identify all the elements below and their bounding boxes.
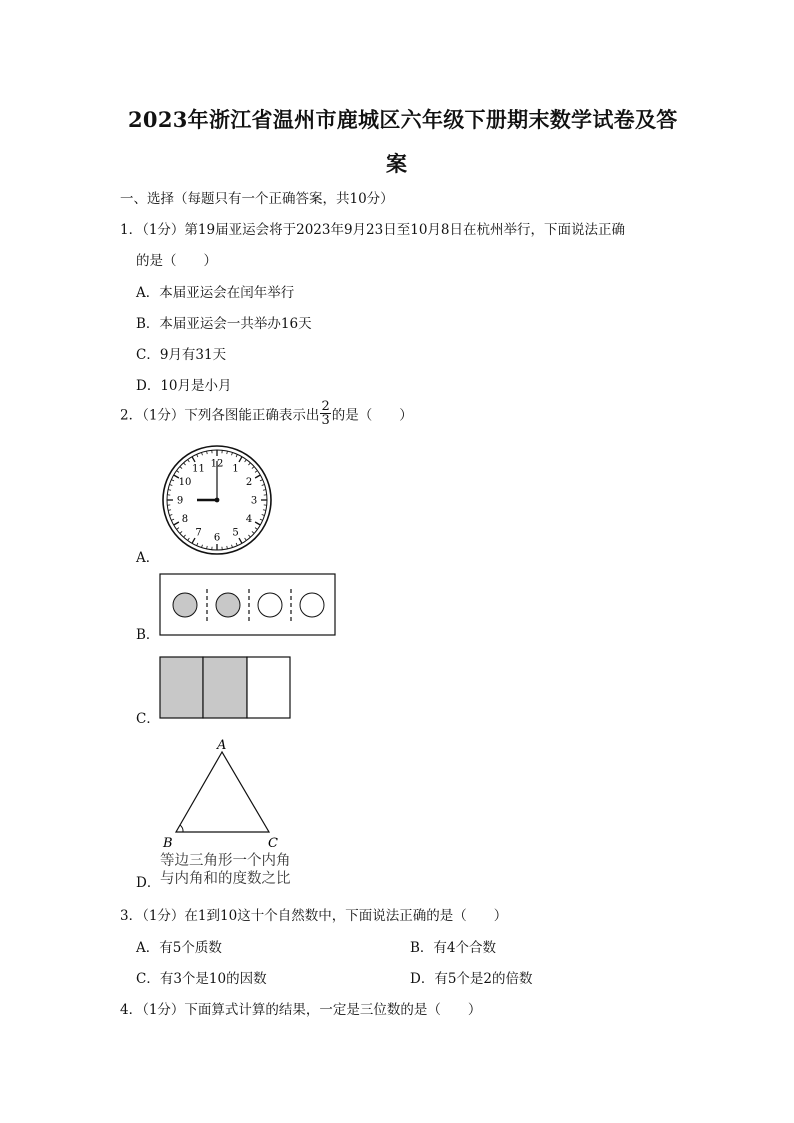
clock-minute-tick xyxy=(168,510,171,511)
q1-option-b: B．本届亚运会一共举办16天 xyxy=(136,316,312,332)
clock-minute-tick xyxy=(227,451,228,454)
clock-number: 4 xyxy=(245,514,253,525)
clock-minute-tick xyxy=(202,452,203,455)
clock-minute-tick xyxy=(245,460,247,462)
clock-figure xyxy=(158,444,278,558)
empty-part xyxy=(247,657,290,718)
clock-minute-tick xyxy=(236,543,237,546)
q3-option-d: D．有5个是2的倍数 xyxy=(410,971,533,987)
q1-option-c: C．9月有31天 xyxy=(136,347,227,363)
clock-minute-tick xyxy=(227,546,228,549)
clock-minute-tick xyxy=(262,485,265,486)
clock-number: 9 xyxy=(176,495,184,507)
q1-option-a: A．本届亚运会在闰年举行 xyxy=(136,285,295,301)
clock-hour-tick xyxy=(192,457,195,462)
angle-arc xyxy=(180,825,183,832)
clock-minute-tick xyxy=(169,485,172,486)
triangle-figure xyxy=(156,736,316,850)
fraction-two-thirds xyxy=(320,400,330,427)
clock-minute-tick xyxy=(197,543,198,546)
empty-circle xyxy=(258,593,282,617)
clock-hour-tick xyxy=(192,538,195,543)
clock-minute-tick xyxy=(262,515,265,516)
clock-minute-tick xyxy=(171,480,174,481)
clock-number: 7 xyxy=(195,527,202,539)
doc-title-line1: 2023年浙江省温州市鹿城区六年级下册期末数学试卷及答 xyxy=(128,107,678,132)
clock-minute-tick xyxy=(169,515,172,516)
q3-stem: 3．（1分）在1到10这十个自然数中，下面说法正确的是（ ） xyxy=(120,908,508,924)
clock-number: 10 xyxy=(178,477,192,488)
clock-hour-tick xyxy=(174,522,179,525)
q1-stem-line2: 的是（ ） xyxy=(136,253,217,269)
clock-number: 5 xyxy=(232,527,239,539)
q2-label-c: C． xyxy=(136,711,160,727)
triangle-caption-line1: 等边三角形一个内角 xyxy=(160,853,291,869)
rectangle-thirds-figure xyxy=(159,656,293,720)
triangle-caption-line2: 与内角和的度数之比 xyxy=(160,871,291,887)
clock-hour-tick xyxy=(255,475,260,478)
q3-option-b: B．有4个合数 xyxy=(410,940,497,956)
clock-hour-tick xyxy=(255,522,260,525)
clock-minute-tick xyxy=(177,471,179,473)
vertex-label-c: C xyxy=(268,836,278,850)
clock-minute-tick xyxy=(255,528,257,530)
clock-hour-tick xyxy=(239,538,242,543)
empty-circle xyxy=(300,593,324,617)
clock-minute-tick xyxy=(168,490,171,491)
clock-number: 1 xyxy=(232,463,239,475)
clock-minute-tick xyxy=(245,538,247,540)
q2-stem xyxy=(120,400,413,427)
clock-minute-tick xyxy=(180,531,182,533)
vertex-label-b: B xyxy=(163,836,173,850)
clock-minute-tick xyxy=(236,454,237,457)
q1-option-d: D．10月是小月 xyxy=(136,378,232,394)
clock-number: 8 xyxy=(181,514,189,525)
clock-minute-tick xyxy=(184,535,186,537)
clock-number: 6 xyxy=(213,532,221,544)
clock-minute-tick xyxy=(260,480,263,481)
shaded-circle xyxy=(216,593,240,617)
q2-label-a: A． xyxy=(136,550,160,566)
clock-minute-tick xyxy=(188,460,190,462)
clock-hour-tick xyxy=(239,457,242,462)
clock-minute-tick xyxy=(177,528,179,530)
clock-minute-tick xyxy=(252,531,254,533)
clock-number: 2 xyxy=(245,477,253,488)
clock-minute-tick xyxy=(207,451,208,454)
doc-title-line2: 案 xyxy=(386,151,408,176)
clock-minute-tick xyxy=(263,510,266,511)
clock-minute-tick xyxy=(252,467,254,469)
clock-minute-tick xyxy=(232,545,233,548)
q3-option-c: C．有3个是10的因数 xyxy=(136,971,267,987)
clock-number: 11 xyxy=(192,463,205,475)
q3-option-a: A．有5个质数 xyxy=(136,940,222,956)
clock-minute-tick xyxy=(263,490,266,491)
q2-label-b: B． xyxy=(136,627,160,643)
clock-minute-tick xyxy=(255,471,257,473)
q4-stem: 4．（1分）下面算式计算的结果，一定是三位数的是（ ） xyxy=(120,1002,482,1018)
clock-minute-tick xyxy=(260,519,263,520)
clock-minute-tick xyxy=(248,535,250,537)
clock-number: 3 xyxy=(250,495,258,507)
clock-minute-tick xyxy=(232,452,233,455)
shaded-circle xyxy=(173,593,197,617)
clock-minute-tick xyxy=(184,463,186,465)
clock-minute-tick xyxy=(248,463,250,465)
fraction-denominator: 3 xyxy=(321,413,330,428)
clock-minute-tick xyxy=(171,519,174,520)
clock-minute-tick xyxy=(207,546,208,549)
q2-stem-after: 的是（ ） xyxy=(331,407,413,424)
fraction-numerator: 2 xyxy=(321,399,330,414)
q1-stem-line1: 1．（1分）第19届亚运会将于2023年9月23日至10月8日在杭州举行，下面说法正确 xyxy=(120,222,625,238)
clock-minute-tick xyxy=(188,538,190,540)
section-heading: 一、选择（每题只有一个正确答案，共10分） xyxy=(120,191,394,207)
q2-stem-before: 2．（1分）下列各图能正确表示出 xyxy=(120,407,320,424)
shaded-part xyxy=(160,657,203,718)
clock-minute-tick xyxy=(197,454,198,457)
clock-number: 12 xyxy=(210,458,224,470)
clock-minute-tick xyxy=(180,467,182,469)
q2-label-d: D． xyxy=(136,875,161,891)
clock-minute-tick xyxy=(202,545,203,548)
vertex-label-a: A xyxy=(217,738,227,753)
equilateral-triangle xyxy=(176,752,269,832)
clock-center xyxy=(215,498,220,503)
circles-figure xyxy=(159,573,339,637)
shaded-part xyxy=(203,657,247,718)
